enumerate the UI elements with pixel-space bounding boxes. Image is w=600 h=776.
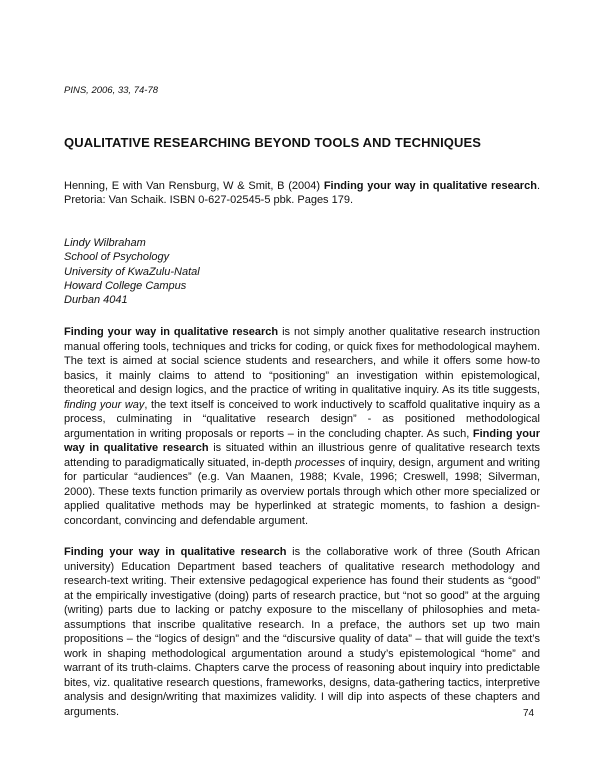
book-title-bold: Finding your way in qualitative research [64,546,287,558]
emphasis-text: finding your way [64,398,145,411]
paragraph-text: is the collaborative work of three (South African university) Education Department based teachers of qualitative research methodology and research-text writing. Their extensive pedagogical experience has found their students as “good” at the empirically investigative (doing) parts of research practice, but “not so good” at the arguing (writing) parts due to lacking or patchy exposure to the miscellany of philosophies and meta-assumptions that inscribe qualitative research. In a preface, the authors set up two main propositions – the “logics of design” and the “discursive quality of data” – that will guide the text’s work in shaping methodological argumentation around a study’s epistemological “home” and warrant of its truth-claims. Chapters carve the process of reasoning about inquiry into predictable bites, viz. qualitative research questions, frameworks, designs, data-gathering tactics, interpretive analysis and design/writing that maximizes validity. I will dip into aspects of these chapters and arguments. [64,546,541,718]
reviewer-campus: Howard College Campus [64,279,187,292]
citation-authors: Henning, E with Van Rensburg, W & Smit, B (2004) [64,180,324,192]
reviewer-city: Durban 4041 [64,294,128,307]
reviewer-affiliation [64,236,200,307]
book-title-bold: Finding your way in qualitative research [64,427,540,454]
reviewer-name: Lindy Wilbraham [64,237,146,249]
citation-book-title: Finding your way in qualitative research [323,180,537,192]
reviewer-department: School of Psychology [64,251,170,264]
journal-reference: PINS, 2006, 33, 74-78 [64,85,159,96]
body-paragraph-1 [64,325,540,528]
reviewer-university: University of KwaZulu-Natal [64,265,200,278]
article-title: QUALITATIVE RESEARCHING BEYOND TOOLS AND TECHNIQUES [64,135,482,150]
emphasis-text: processes [295,456,346,469]
book-citation [64,179,540,207]
body-paragraph-2 [64,545,540,719]
page-number: 74 [523,708,535,719]
paragraph-text: is situated within an illustrious genre of qualitative research texts attending to paradigmatically situated, in-depth [64,442,541,469]
book-title-bold: Finding your way in qualitative research [64,326,279,338]
citation-publisher-info: . Pretoria: Van Schaik. ISBN 0-627-02545-5 pbk. Pages 179. [64,180,540,206]
paragraph-text: of inquiry, design, argument and writing for particular “audiences” (e.g. Van Maanen, 1988; Kvale, 1996; Creswell, 1998; Silverman, 2000). These texts function primarily as overview portals through which other more specialized or applied qualitative methods may be hyperlinked at strategic moments, to fashion a design-concordant, convincing and defendable argument. [64,456,540,527]
paragraph-text: is not simply another qualitative research instruction manual offering tools, techniques and tricks for coding, or quick fixes for methodological mayhem. The text is aimed at social science students and researchers, and while it offers some how-to basics, it mainly claims to attend to “positioning” an investigation within epistemological, theoretical and design logics, and the practice of writing in qualitative inquiry. As its title suggests, [64,326,540,396]
paragraph-text: , the text itself is conceived to work inductively to scaffold qualitative inquiry as a process, culminating in “qualitative research design” - as positioned methodological argumentation in writing proposals or reports – in the concluding chapter. As such, [64,398,540,440]
